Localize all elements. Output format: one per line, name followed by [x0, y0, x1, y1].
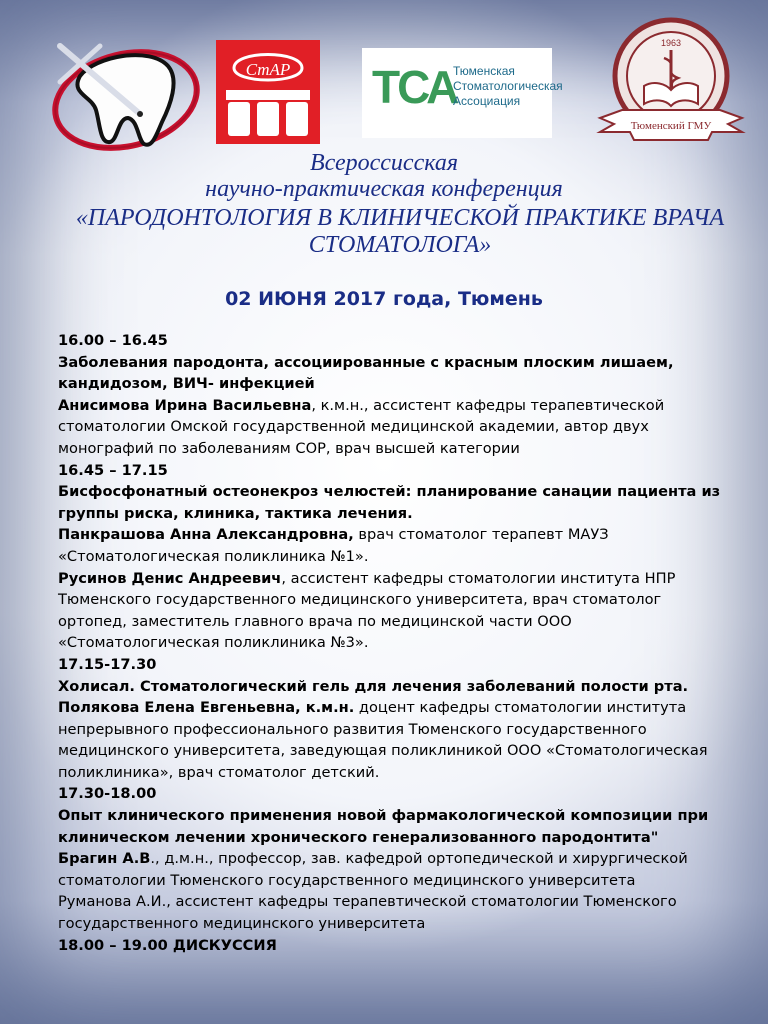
session-title: Бисфосфонатный остеонекроз челюстей: планирование санации пациента из группы риска, клиника, тактика лечения.	[58, 483, 721, 522]
speaker-info: ., д.м.н., профессор, зав. кафедрой ортопедической и хирургической стоматологии Тюменского государственного медицинского университета	[58, 850, 688, 889]
closing-discussion: 18.00 – 19.00 ДИСКУССИЯ	[58, 936, 277, 954]
program	[58, 330, 728, 956]
speaker-info: доцент кафедры стоматологии института непрерывного профессионального развития Тюменского государственного медицинского университета, заведующая поликлиникой ООО «Стоматологическая поликлиника», врач стоматолог детский.	[58, 699, 708, 781]
speaker-name: Брагин А.В	[58, 850, 151, 868]
tsa-line-2: Стоматологическая	[453, 79, 563, 93]
session-speakers	[58, 395, 728, 460]
tyumen-gmu-seal	[594, 14, 748, 154]
conference-kind-line: научно-практическая конференция	[205, 176, 563, 202]
session-time: 17.30-18.00	[58, 785, 157, 803]
session-title: Заболевания пародонта, ассоциированные с красным плоским лишаем, кандидозом, ВИЧ- инфекцией	[58, 353, 674, 393]
speaker-info: врач стоматолог терапевт МАУЗ «Стоматологическая поликлиника №1».	[58, 526, 609, 565]
conference-date: 02 ИЮНЯ 2017 года, Тюмень	[225, 288, 543, 310]
tyumen-dental-association-logo	[362, 48, 563, 138]
session-title: Опыт клинического применения новой фармакологической композиции при клиническом лечении хронического генерализованного пародонтита"	[58, 807, 709, 846]
tsa-caption	[453, 64, 563, 109]
speaker-name: Панкрашова Анна Александровна,	[58, 526, 354, 544]
svg-text:Тюменский ГМУ: Тюменский ГМУ	[630, 120, 712, 132]
tsa-mark: ТСА	[372, 61, 457, 113]
speaker-info: , к.м.н., ассистент кафедры терапевтической стоматологии Омской государственной медицинской академии, автор двух монографий по заболеваниям СОР, врач высшей категории	[58, 396, 665, 457]
speaker-name: Полякова Елена Евгеньевна, к.м.н.	[58, 699, 355, 717]
session-speakers	[58, 697, 728, 783]
stomatological-association-logo	[216, 40, 320, 144]
speaker-name: Русинов Денис Андреевич	[58, 569, 282, 587]
session-speakers	[58, 524, 728, 567]
session-time: 17.15-17.30	[58, 655, 157, 673]
conference-type-line: Всероссисская	[309, 150, 459, 176]
svg-text:СтАР: СтАР	[245, 60, 291, 79]
conference-title: «ПАРОДОНТОЛОГИЯ В КЛИНИЧЕСКОЙ ПРАКТИКЕ ВРАЧА СТОМАТОЛОГА»	[75, 205, 725, 258]
session-title: Холисал. Стоматологический гель для лечения заболеваний полости рта.	[58, 677, 689, 695]
session-time: 16.45 – 17.15	[58, 461, 168, 479]
session-speakers	[58, 568, 728, 654]
speaker-info: , ассистент кафедры стоматологии института НПР Тюменского государственного медицинского университета, врач стоматолог ортопед, заместитель главного врача по медицинской части ООО «Стоматологическая поликлиника №3».	[58, 569, 676, 652]
tsa-line-1: Тюменская	[453, 64, 515, 78]
tsa-line-3: Ассоциация	[453, 94, 521, 108]
tooth-logo	[40, 36, 200, 154]
speaker-name: Анисимова Ирина Васильевна	[58, 396, 312, 414]
session-speakers: Руманова А.И., ассистент кафедры терапевтической стоматологии Тюменского государственного медицинского университета	[58, 893, 677, 933]
svg-text:1963: 1963	[660, 38, 682, 48]
session-time: 16.00 – 16.45	[58, 332, 168, 349]
session-speakers	[58, 848, 728, 891]
